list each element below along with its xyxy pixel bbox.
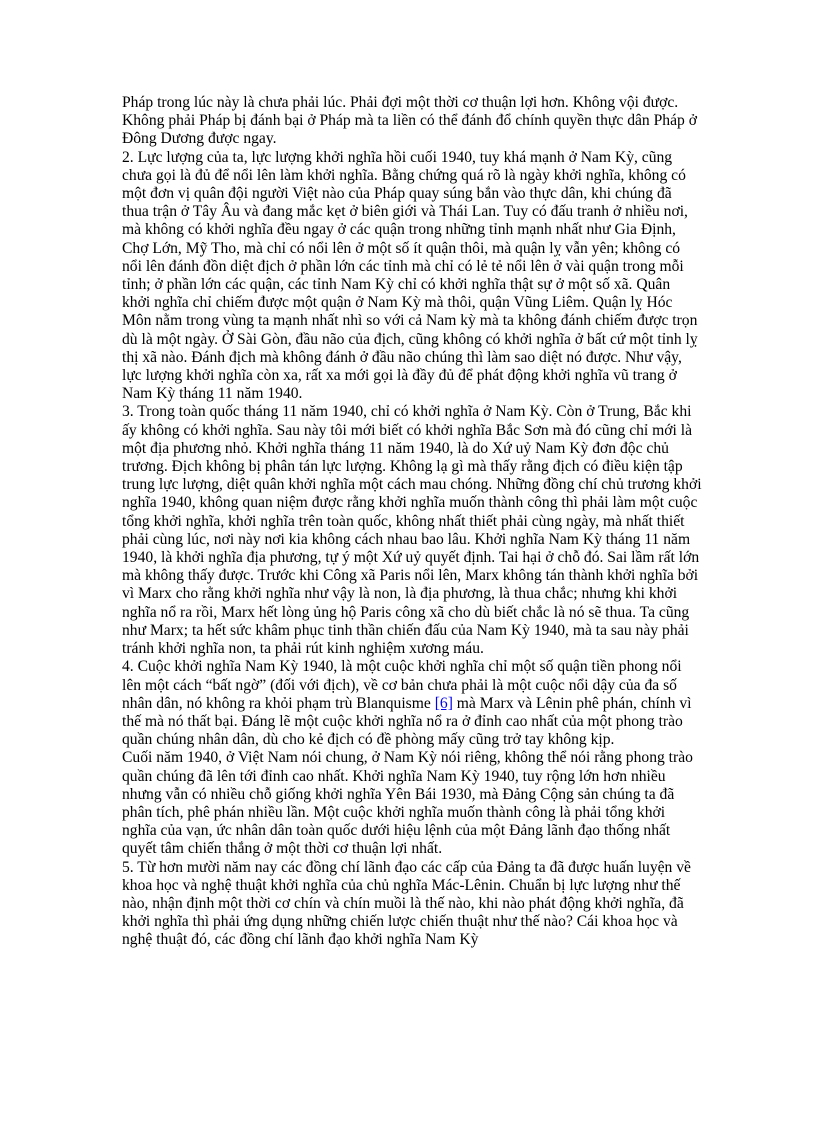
footnote-link[interactable]: [6] bbox=[434, 694, 453, 712]
paragraph-continuation: Pháp trong lúc này là chưa phải lúc. Phải đợi một thời cơ thuận lợi hơn. Không vội được. Không phải Pháp bị đánh bại ở Pháp mà ta liền có thể đánh đổ chính quyền thực dân Pháp ở Đông Dương được ngay. bbox=[122, 94, 697, 148]
paragraph-point-2: 2. Lực lượng của ta, lực lượng khởi nghĩa hồi cuối 1940, tuy khá mạnh ở Nam Kỳ, cũng chưa gọi là đủ để nổi lên làm khởi nghĩa. Bằng chứng quá rõ là ngày khởi nghĩa, không có một đơn vị quân đội người Việt nào của Pháp quay súng bắn vào thực dân, khi chúng đã thua trận ở Tây Âu và đang mắc kẹt ở biên giới và Thái Lan. Tuy có đấu tranh ở nhiều nơi, mà không có khởi nghĩa đều ngay ở các quận trong những tỉnh mạnh nhất như Gia Định, Chợ Lớn, Mỹ Tho, mà chỉ có nổi lên ở một số ít quận thôi, mà quận lỵ vẫn yên; không có nổi lên đánh đồn diệt địch ở phần lớn các tỉnh mà chỉ có lẻ tẻ nổi lên ở vài quận trong mỗi tỉnh; ở phần lớn các quận, các tỉnh Nam Kỳ chỉ có khởi nghĩa thật sự ở một số xã. Quân khởi nghĩa chỉ chiếm được một quận ở Nam Kỳ mà thôi, quận Vũng Liêm. Quận lỵ Hóc Môn nằm trong vùng ta mạnh nhất nhì so với cả Nam kỳ mà ta không đánh chiếm được trọn dù là một ngày. Ở Sài Gòn, đầu não của địch, cũng không có khởi nghĩa ở bất cứ một tỉnh lỵ thị xã nào. Đánh địch mà không đánh ở đầu não chúng thì làm sao diệt nó được. Như vậy, lực lượng khởi nghĩa còn xa, rất xa mới gọi là đầy đủ để phát động khởi nghĩa vũ trang ở Nam Kỳ tháng 11 năm 1940. bbox=[122, 148, 698, 403]
paragraph-late-1940: Cuối năm 1940, ở Việt Nam nói chung, ở Nam Kỳ nói riêng, không thể nói rằng phong trào quần chúng đã lên tới đỉnh cao nhất. Khởi nghĩa Nam Kỳ 1940, tuy rộng lớn hơn nhiều nhưng vẫn có nhiều chỗ giống khởi nghĩa Yên Bái 1930, mà Đảng Cộng sản chúng ta đã phân tích, phê phán nhiều lần. Một cuộc khởi nghĩa muốn thành công là phải tổng khởi nghĩa của vạn, ức nhân dân toàn quốc dưới hiệu lệnh của một Đảng lãnh đạo thống nhất quyết tâm chiến thắng ở một thời cơ thuận lợi nhất. bbox=[122, 749, 693, 858]
paragraph-point-4-text-before: 4. Cuộc khởi nghĩa Nam Kỳ 1940, là một cuộc khởi nghĩa chỉ một số quận tiền phong nổi lên một cách “bất ngờ” (đối với địch), về cơ bản chưa phải là một cuộc nổi dậy của đa số nhân dân, nó không ra khỏi phạm trù Blanquisme bbox=[122, 658, 682, 712]
paragraph-point-5: 5. Từ hơn mười năm nay các đồng chí lãnh đạo các cấp của Đảng ta đã được huấn luyện về khoa học và nghệ thuật khởi nghĩa của chủ nghĩa Mác-Lênin. Chuẩn bị lực lượng như thế nào, nhận định một thời cơ chín và chín muồi là thế nào, khi nào phát động khởi nghĩa, đã khởi nghĩa thì phải ứng dụng những chiến lược chiến thuật như thế nào? Cái khoa học và nghệ thuật đó, các đồng chí lãnh đạo khởi nghĩa Nam Kỳ bbox=[122, 858, 691, 949]
paragraph-point-4-text-after: mà Marx và Lênin phê phán, chính vì thế mà nó thất bại. Đáng lẽ một cuộc khởi nghĩa nổ ra ở đỉnh cao nhất của một phong trào quần chúng nhân dân, dù cho kẻ địch có đề phòng mấy cũng trở tay không kịp. bbox=[122, 694, 692, 749]
paragraph-point-4 bbox=[122, 658, 702, 749]
paragraph-point-3: 3. Trong toàn quốc tháng 11 năm 1940, chỉ có khởi nghĩa ở Nam Kỳ. Còn ở Trung, Bắc khi ấy không có khởi nghĩa. Sau này tôi mới biết có khởi nghĩa Bắc Sơn mà đó cũng chỉ mới là một địa phương nhỏ. Khởi nghĩa tháng 11 năm 1940, là do Xứ uỷ Nam Kỳ đơn độc chủ trương. Địch không bị phân tán lực lượng. Không lạ gì mà thấy rằng địch có điều kiện tập trung lực lượng, diệt quân khởi nghĩa một cách mau chóng. Những đồng chí chủ trương khởi nghĩa 1940, không quan niệm được rằng khởi nghĩa muốn thành công thì phải làm một cuộc tổng khởi nghĩa, khởi nghĩa trên toàn quốc, không nhất thiết phải cùng ngày, mà nhất thiết phải cùng lúc, nơi này nơi kia không cách nhau bao lâu. Khởi nghĩa Nam Kỳ tháng 11 năm 1940, là khởi nghĩa địa phương, tự ý một Xứ uỷ quyết định. Tai hại ở chỗ đó. Sai lầm rất lớn mà không thấy được. Trước khi Công xã Paris nổi lên, Marx không tán thành khởi nghĩa bởi vì Marx cho rằng khởi nghĩa như vậy là non, là địa phương, là thua chắc; nhưng khi khởi nghĩa nổ ra rồi, Marx hết lòng ủng hộ Paris công xã cho dù biết chắc là nó sẽ thua. Ta cũng như Marx; ta hết sức khâm phục tinh thần chiến đấu của Nam Kỳ 1940, mà ta sau này phải tránh khởi nghĩa non, ta phải rút kinh nghiệm xương máu. bbox=[122, 403, 702, 658]
document-page bbox=[122, 94, 702, 950]
